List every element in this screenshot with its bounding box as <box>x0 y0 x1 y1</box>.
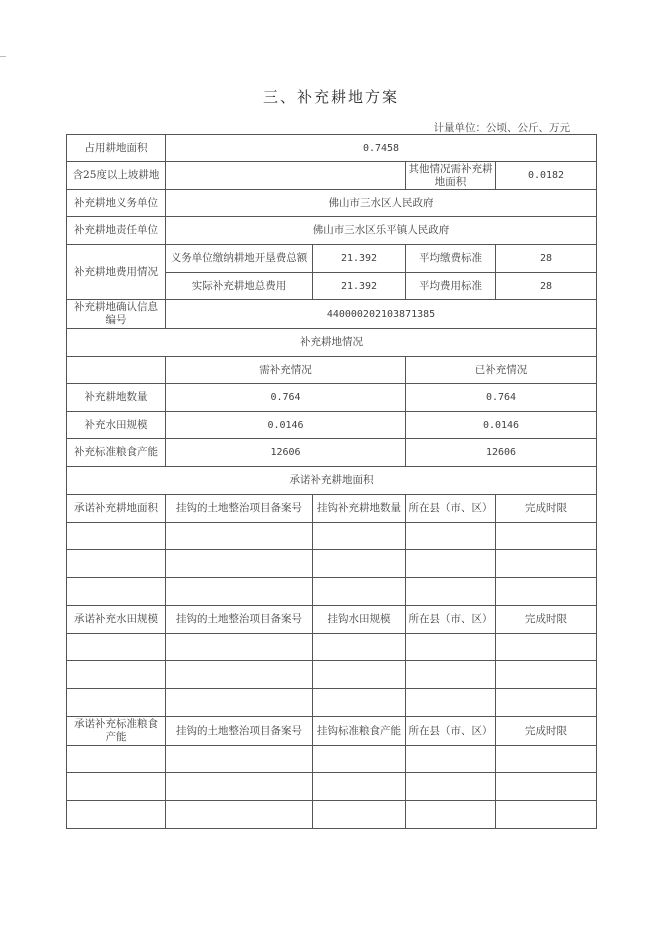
commitment-header-cell: 挂钩标准粮食产能 <box>313 717 406 746</box>
supplement-column-header <box>67 357 597 384</box>
farmland-supplement-table <box>66 134 597 829</box>
commitment-cell <box>313 523 406 550</box>
supplement-required-value: 0.764 <box>166 384 406 412</box>
other-need-value: 0.0182 <box>496 162 597 190</box>
commitment-cell <box>67 661 166 689</box>
commitment-header-cell: 完成时限 <box>496 495 597 523</box>
col-done: 已补充情况 <box>406 357 597 384</box>
commitment-cell <box>166 550 313 578</box>
commitment-header-cell: 挂钩补充耕地数量 <box>313 495 406 523</box>
commitment-cell <box>496 523 597 550</box>
commitment-cell <box>166 634 313 661</box>
commitment-grain-row <box>67 801 597 829</box>
commitment-cell <box>313 773 406 801</box>
commitment-header-cell: 挂钩水田规模 <box>313 606 406 634</box>
supplement-required-value: 12606 <box>166 439 406 467</box>
slope25-row <box>67 162 597 190</box>
commitment-cell <box>496 773 597 801</box>
fee-standard-value: 28 <box>496 273 597 300</box>
fee-standard-label: 平均费用标准 <box>406 273 496 300</box>
supplement-row <box>67 439 597 467</box>
commitment-cell <box>313 550 406 578</box>
commitment-cell <box>496 634 597 661</box>
commitment-cell <box>313 634 406 661</box>
fee-row <box>67 245 597 273</box>
confirmation-value: 440000202103871385 <box>166 300 597 329</box>
commitment-area-header <box>67 495 597 523</box>
page-title: 三、补充耕地方案 <box>262 88 399 106</box>
commitment-cell <box>406 550 496 578</box>
supplement-section-header <box>67 329 597 357</box>
confirmation-label: 补充耕地确认信息编号 <box>67 300 166 329</box>
supplement-done-value: 0.0146 <box>406 412 597 439</box>
commitment-cell <box>67 634 166 661</box>
commitment-header-cell: 所在县（市、区） <box>406 606 496 634</box>
commitment-paddy-row <box>67 634 597 661</box>
commitment-cell <box>406 801 496 829</box>
commitment-grain-row <box>67 746 597 773</box>
commitment-grain-row <box>67 773 597 801</box>
commitment-cell <box>496 578 597 606</box>
commitment-paddy-header <box>67 606 597 634</box>
commitment-area-row <box>67 523 597 550</box>
commitment-cell <box>313 746 406 773</box>
commitment-cell <box>496 550 597 578</box>
commitment-header-cell: 完成时限 <box>496 606 597 634</box>
commitment-cell <box>67 550 166 578</box>
supplement-row-label: 补充水田规模 <box>67 412 166 439</box>
responsible-unit-value: 佛山市三水区乐平镇人民政府 <box>166 217 597 245</box>
supplement-done-value: 0.764 <box>406 384 597 412</box>
occupied-area-row <box>67 135 597 162</box>
commitment-cell <box>313 801 406 829</box>
commitment-header-cell: 所在县（市、区） <box>406 717 496 746</box>
responsible-unit-row <box>67 217 597 245</box>
commitment-cell <box>406 689 496 717</box>
obligation-unit-row <box>67 190 597 217</box>
commitment-cell <box>406 634 496 661</box>
supplement-row <box>67 384 597 412</box>
commitment-cell <box>406 523 496 550</box>
commitment-cell <box>67 689 166 717</box>
commitment-paddy-row <box>67 661 597 689</box>
other-need-label: 其他情况需补充耕地面积 <box>406 162 496 190</box>
responsible-unit-label: 补充耕地责任单位 <box>67 217 166 245</box>
supplement-section-title: 补充耕地情况 <box>67 329 597 357</box>
fee-amount: 21.392 <box>313 273 406 300</box>
commitment-header-cell: 挂钩的土地整治项目备案号 <box>166 717 313 746</box>
commitment-cell <box>496 746 597 773</box>
commitment-header-cell: 挂钩的土地整治项目备案号 <box>166 495 313 523</box>
commitment-cell <box>166 746 313 773</box>
commitment-grain-header <box>67 717 597 746</box>
commitment-cell <box>67 578 166 606</box>
commitment-section-header <box>67 467 597 495</box>
supplement-required-value: 0.0146 <box>166 412 406 439</box>
supplement-row-label: 补充耕地数量 <box>67 384 166 412</box>
commitment-cell <box>166 578 313 606</box>
commitment-cell <box>406 746 496 773</box>
fee-item: 实际补充耕地总费用 <box>166 273 313 300</box>
commitment-cell <box>406 578 496 606</box>
slope25-value <box>166 162 406 190</box>
commitment-cell <box>313 661 406 689</box>
fee-standard-label: 平均缴费标准 <box>406 245 496 273</box>
commitment-paddy-row <box>67 689 597 717</box>
commitment-cell <box>67 773 166 801</box>
slope25-label: 含25度以上坡耕地 <box>67 162 166 190</box>
fees-label: 补充耕地费用情况 <box>67 245 166 300</box>
commitment-header-cell: 承诺补充耕地面积 <box>67 495 166 523</box>
commitment-area-row <box>67 550 597 578</box>
commitment-cell <box>67 523 166 550</box>
scan-artifact <box>0 56 6 57</box>
supplement-done-value: 12606 <box>406 439 597 467</box>
col-required: 需补充情况 <box>166 357 406 384</box>
obligation-unit-label: 补充耕地义务单位 <box>67 190 166 217</box>
commitment-cell <box>67 746 166 773</box>
commitment-header-cell: 完成时限 <box>496 717 597 746</box>
commitment-header-cell: 承诺补充标准粮食产能 <box>67 717 166 746</box>
commitment-header-cell: 挂钩的土地整治项目备案号 <box>166 606 313 634</box>
commitment-cell <box>313 689 406 717</box>
obligation-unit-value: 佛山市三水区人民政府 <box>166 190 597 217</box>
fee-item: 义务单位缴纳耕地开垦费总额 <box>166 245 313 273</box>
commitment-cell <box>313 578 406 606</box>
commitment-cell <box>496 689 597 717</box>
supplement-corner-cell <box>67 357 166 384</box>
occupied-area-label: 占用耕地面积 <box>67 135 166 162</box>
confirmation-row <box>67 300 597 329</box>
commitment-cell <box>67 801 166 829</box>
commitment-cell <box>166 689 313 717</box>
commitment-cell <box>496 661 597 689</box>
occupied-area-value: 0.7458 <box>166 135 597 162</box>
commitment-section-title: 承诺补充耕地面积 <box>67 467 597 495</box>
commitment-cell <box>166 773 313 801</box>
commitment-header-cell: 所在县（市、区） <box>406 495 496 523</box>
unit-note: 计量单位：公顷、公斤、万元 <box>433 122 570 134</box>
supplement-row <box>67 412 597 439</box>
commitment-cell <box>166 523 313 550</box>
commitment-cell <box>496 801 597 829</box>
commitment-cell <box>166 801 313 829</box>
commitment-header-cell: 承诺补充水田规模 <box>67 606 166 634</box>
commitment-cell <box>166 661 313 689</box>
fee-standard-value: 28 <box>496 245 597 273</box>
supplement-row-label: 补充标准粮食产能 <box>67 439 166 467</box>
fee-amount: 21.392 <box>313 245 406 273</box>
commitment-cell <box>406 661 496 689</box>
commitment-cell <box>406 773 496 801</box>
commitment-area-row <box>67 578 597 606</box>
